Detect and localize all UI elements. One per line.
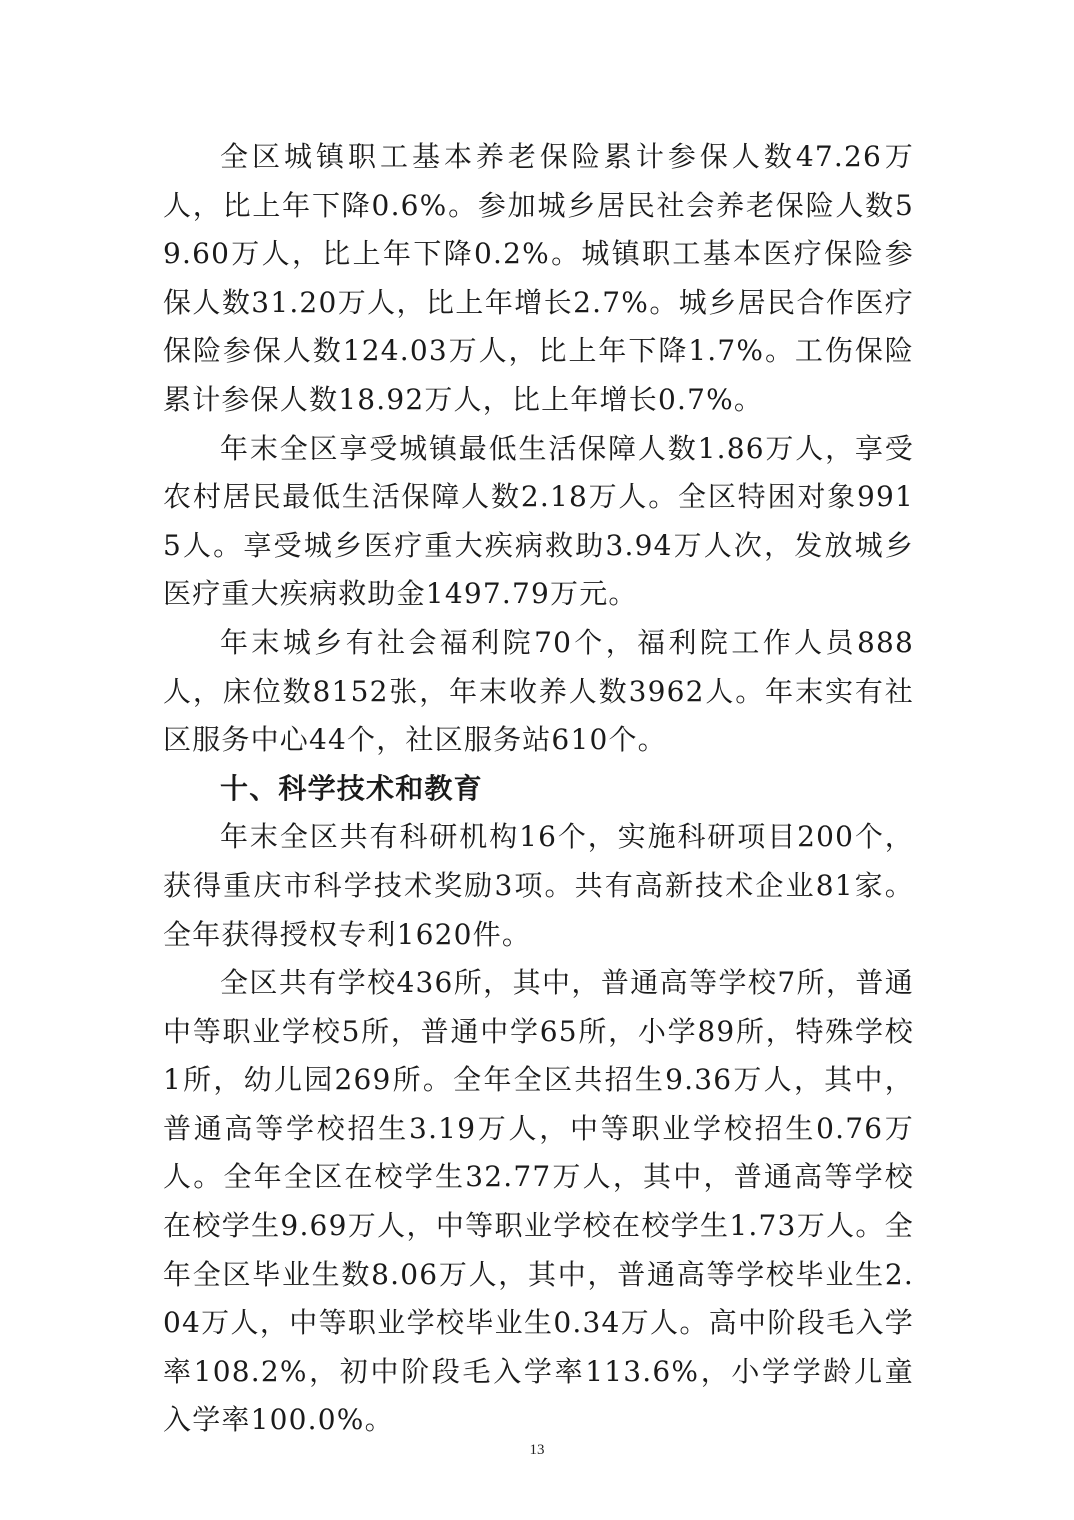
document-body	[163, 133, 914, 1445]
paragraph-minimum-living-security: 年末全区享受城镇最低生活保障人数1.86万人，享受农村居民最低生活保障人数2.18万人。全区特困对象9915人。享受城乡医疗重大疾病救助3.94万人次，发放城乡医疗重大疾病救助金1497.79万元。	[163, 431, 914, 611]
paragraph-science-technology: 年末全区共有科研机构16个，实施科研项目200个，获得重庆市科学技术奖励3项。共有高新技术企业81家。全年获得授权专利1620件。	[163, 820, 914, 951]
paragraph-social-insurance: 全区城镇职工基本养老保险累计参保人数47.26万人，比上年下降0.6%。参加城乡居民社会养老保险人数59.60万人，比上年下降0.2%。城镇职工基本医疗保险参保人数31.20万人，比上年增长2.7%。城乡居民合作医疗保险参保人数124.03万人，比上年下降1.7%。工伤保险累计参保人数18.92万人，比上年增长0.7%。	[163, 140, 914, 416]
paragraph-education: 全区共有学校436所，其中，普通高等学校7所，普通中等职业学校5所，普通中学65所，小学89所，特殊学校1所，幼儿园269所。全年全区共招生9.36万人，其中，普通高等学校招生3.19万人，中等职业学校招生0.76万人。全年全区在校学生32.77万人，其中，普通高等学校在校学生9.69万人，中等职业学校在校学生1.73万人。全年全区毕业生数8.06万人，其中，普通高等学校毕业生2.04万人，中等职业学校毕业生0.34万人。高中阶段毛入学率108.2%，初中阶段毛入学率113.6%，小学学龄儿童入学率100.0%。	[163, 966, 914, 1437]
paragraph-welfare-institutions: 年末城乡有社会福利院70个，福利院工作人员888人，床位数8152张，年末收养人数3962人。年末实有社区服务中心44个，社区服务站610个。	[163, 625, 914, 757]
page-number: 13	[529, 1442, 545, 1458]
section-heading-science-education: 十、科学技术和教育	[220, 771, 483, 805]
